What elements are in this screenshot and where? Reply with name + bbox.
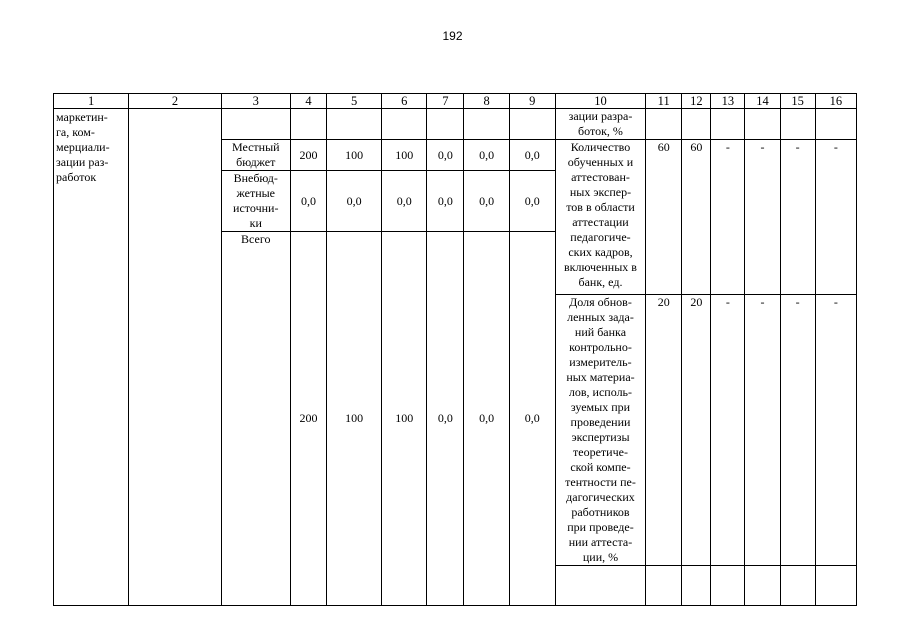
- empty-cell: [682, 109, 711, 140]
- col-header: 10: [555, 94, 645, 109]
- empty-cell: [646, 566, 682, 606]
- empty-cell: [509, 109, 555, 140]
- value-cell: 0,0: [427, 140, 464, 171]
- col-header: 12: [682, 94, 711, 109]
- value-cell: 20: [646, 295, 682, 566]
- page-number: 192: [442, 29, 463, 43]
- empty-cell: [745, 109, 780, 140]
- col-header: 2: [129, 94, 221, 109]
- empty-cell: [745, 566, 780, 606]
- empty-cell: [555, 566, 645, 606]
- column-number-row: [54, 94, 857, 109]
- col-header: 3: [221, 94, 290, 109]
- indicator-text: Количество обученных и аттестован- ных экспер- тов в области аттестации педагогиче- ских кадров, включенных в банк, ед.: [555, 140, 645, 295]
- col-header: 16: [815, 94, 856, 109]
- col-header: 7: [427, 94, 464, 109]
- empty-cell: [327, 109, 382, 140]
- col-header: 5: [327, 94, 382, 109]
- value-cell: 0,0: [509, 232, 555, 606]
- value-cell: 100: [382, 140, 427, 171]
- value-cell: 100: [327, 140, 382, 171]
- value-cell: 0,0: [427, 232, 464, 606]
- value-cell: 0,0: [509, 171, 555, 232]
- value-cell: 60: [646, 140, 682, 295]
- value-cell: -: [780, 295, 815, 566]
- value-cell: -: [780, 140, 815, 295]
- empty-cell: [427, 109, 464, 140]
- value-cell: 0,0: [509, 140, 555, 171]
- col-header: 8: [464, 94, 509, 109]
- value-cell: 0,0: [464, 171, 509, 232]
- indicator-text: Доля обнов- ленных зада- ний банка контрольно- измеритель- ных материа- лов, исполь- зуемых при проведении экспертизы теоретиче- ской компе- тентности пе- дагогических работников при проведе- нии аттеста- ции, %: [555, 295, 645, 566]
- col-header: 15: [780, 94, 815, 109]
- funding-source: Внебюд- жетные источни- ки: [221, 171, 290, 232]
- value-cell: 200: [290, 140, 326, 171]
- activity-name-cell: маркетин- га, ком- мерциали- зации раз- работок: [54, 109, 129, 606]
- value-cell: -: [745, 295, 780, 566]
- value-cell: 0,0: [327, 171, 382, 232]
- value-cell: 20: [682, 295, 711, 566]
- empty-cell: [815, 566, 856, 606]
- value-cell: 0,0: [290, 171, 326, 232]
- empty-cell: [711, 566, 745, 606]
- value-cell: 0,0: [464, 140, 509, 171]
- col-header: 9: [509, 94, 555, 109]
- empty-cell: [682, 566, 711, 606]
- empty-cell: [221, 109, 290, 140]
- empty-cell: [129, 109, 221, 606]
- col-header: 14: [745, 94, 780, 109]
- col-header: 11: [646, 94, 682, 109]
- value-cell: -: [711, 140, 745, 295]
- funding-source: Местный бюджет: [221, 140, 290, 171]
- empty-cell: [464, 109, 509, 140]
- col-header: 6: [382, 94, 427, 109]
- col-header: 1: [54, 94, 129, 109]
- value-cell: -: [815, 140, 856, 295]
- value-cell: -: [745, 140, 780, 295]
- value-cell: -: [815, 295, 856, 566]
- empty-cell: [290, 109, 326, 140]
- program-table: [53, 93, 857, 606]
- value-cell: 60: [682, 140, 711, 295]
- value-cell: 0,0: [382, 171, 427, 232]
- value-cell: 100: [327, 232, 382, 606]
- funding-source: Всего: [221, 232, 290, 606]
- value-cell: -: [711, 295, 745, 566]
- col-header: 4: [290, 94, 326, 109]
- empty-cell: [646, 109, 682, 140]
- value-cell: 0,0: [427, 171, 464, 232]
- empty-cell: [711, 109, 745, 140]
- table-row: [54, 109, 857, 140]
- empty-cell: [780, 566, 815, 606]
- empty-cell: [815, 109, 856, 140]
- col-header: 13: [711, 94, 745, 109]
- value-cell: 100: [382, 232, 427, 606]
- empty-cell: [382, 109, 427, 140]
- value-cell: 200: [290, 232, 326, 606]
- empty-cell: [780, 109, 815, 140]
- indicator-text: зации разра- боток, %: [555, 109, 645, 140]
- value-cell: 0,0: [464, 232, 509, 606]
